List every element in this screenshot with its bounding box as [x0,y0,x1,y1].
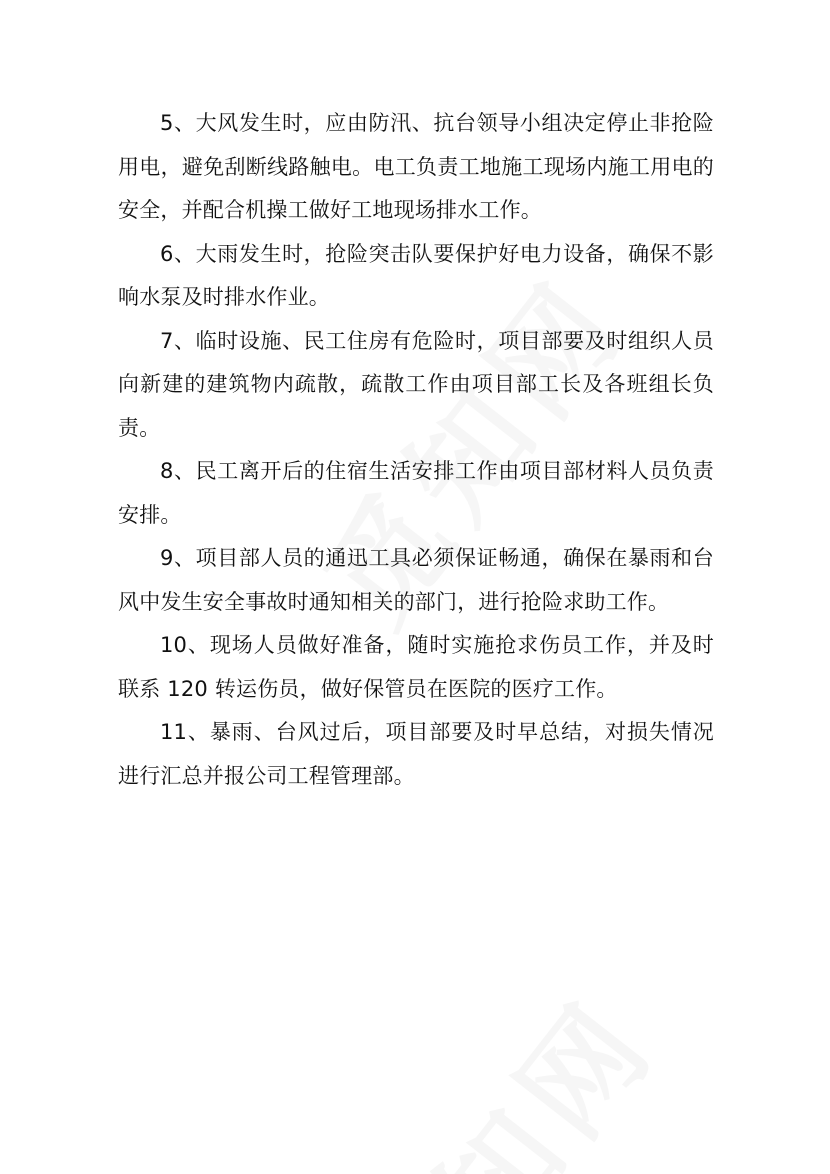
document-body [118,102,714,798]
paragraph-10: 10、现场人员做好准备，随时实施抢求伤员工作，并及时联系 120 转运伤员，做好保管员在医院的医疗工作。 [118,633,714,701]
paragraph-11: 11、暴雨、台风过后，项目部要及时早总结，对损失情况进行汇总并报公司工程管理部。 [118,720,714,788]
paragraph-7: 7、临时设施、民工住房有危险时，项目部要及时组织人员向新建的建筑物内疏散，疏散工作由项目部工长及各班组长负责。 [118,328,714,440]
paragraph-6: 6、大雨发生时，抢险突击队要保护好电力设备，确保不影响水泵及时排水作业。 [118,241,714,309]
watermark [309,957,687,1174]
paragraph-8: 8、民工离开后的住宿生活安排工作由项目部材料人员负责安排。 [118,459,714,527]
paragraph-5: 5、大风发生时，应由防汛、抗台领导小组决定停止非抢险用电，避免刮断线路触电。电工负责工地施工现场内施工用电的安全，并配合机操工做好工地现场排水工作。 [118,111,714,222]
paragraph-9: 9、项目部人员的通迅工具必须保证畅通，确保在暴雨和台风中发生安全事故时通知相关的部门，进行抢险求助工作。 [118,546,714,614]
